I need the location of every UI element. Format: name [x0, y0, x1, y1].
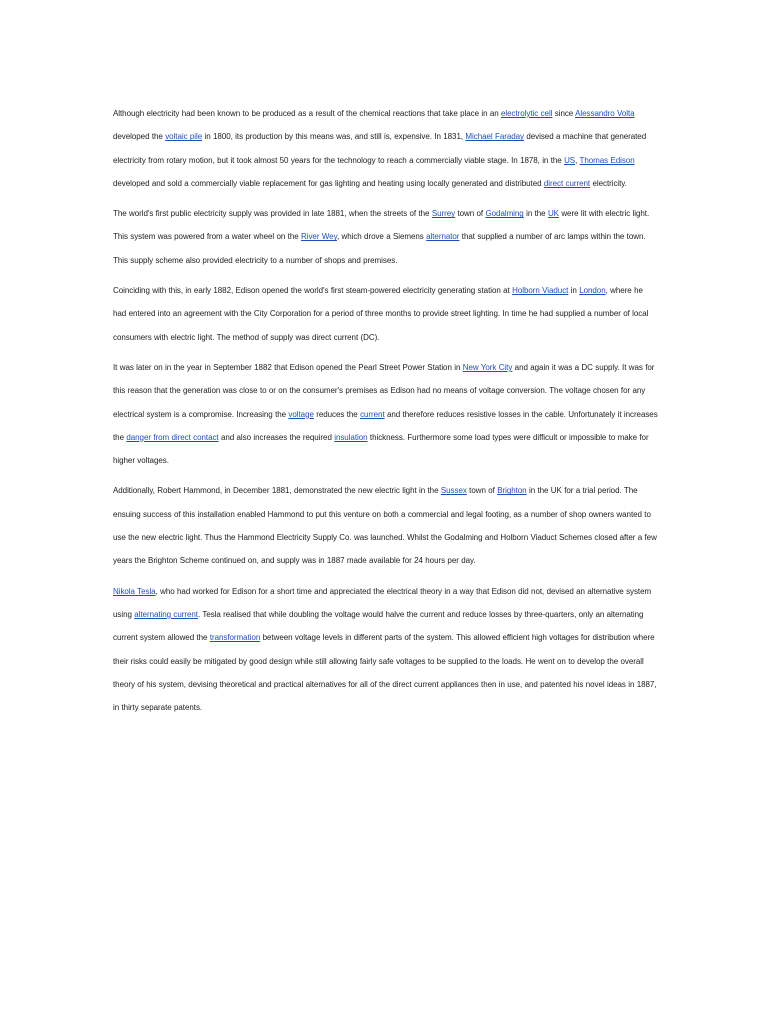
hyperlink[interactable]: UK [547, 209, 559, 219]
text-run: in the [523, 209, 548, 219]
text-run: developed the [113, 132, 166, 142]
hyperlink[interactable]: electrolytic cell [501, 109, 553, 118]
hyperlink[interactable]: River Wey [301, 232, 337, 242]
text-run: , who had worked for Edison for a short time and appreciated the electrical theory in a way that Edison did not, devised an alternative system using [113, 586, 652, 619]
text-run: , [575, 155, 580, 165]
hyperlink[interactable]: Brighton [497, 486, 527, 496]
text-run: in the UK for a trial period. The ensuing success of this installation enabled Hammond to put this venture on both a commercial and legal footing, as a number of shop owners wanted to use the new electric light. Thus the Hammond Electricity Supply Co. was launched. Whilst the Godalming and Holborn Viaduct Schemes closed after a few years the Brighton Scheme continued on, and supply was in 1887 made available for 24 hours per day. [113, 486, 657, 566]
paragraph [113, 356, 658, 472]
hyperlink[interactable]: alternating current [134, 609, 198, 619]
text-run: The world's first public electricity supply was provided in late 1881, when the streets of the [113, 209, 432, 219]
text-run: . Tesla realised that while doubling the voltage would halve the current and reduce losses by three-quarters, only an alternating current system allowed the [113, 609, 644, 643]
text-run: and again it was a DC supply. It was for this reason that the generation was close to or on the consumer's premises as Edison had no means of voltage conversion. The voltage chosen for any electrical system is a compromise. Increasing the [113, 362, 655, 419]
hyperlink[interactable]: insulation [334, 432, 368, 442]
text-run: Coinciding with this, in early 1882, Edison opened the world's first steam-powered electricity generating station at [113, 286, 513, 296]
hyperlink[interactable]: voltaic pile [165, 132, 203, 142]
hyperlink[interactable]: Nikola Tesla [113, 586, 156, 596]
paragraph [113, 479, 658, 572]
text-run: developed and sold a commercially viable replacement for gas lighting and heating using locally generated and distributed [113, 178, 544, 188]
text-run: reduces the [313, 409, 361, 419]
hyperlink[interactable]: Surrey [431, 209, 456, 219]
text-run: and therefore reduces resistive losses in the cable. Unfortunately it increases the [113, 409, 658, 442]
text-run: in [568, 286, 580, 296]
text-run: Additionally, Robert Hammond, in December 1881, demonstrated the new electric light in the [113, 486, 441, 496]
text-run: that supplied a number of arc lamps within the town. This supply scheme also provided electricity to a number of shops and premises. [113, 232, 646, 265]
hyperlink[interactable]: London [579, 286, 606, 296]
paragraph [113, 202, 658, 272]
hyperlink[interactable]: Godalming [485, 209, 524, 219]
document-page [113, 102, 658, 726]
text-run: thickness. Furthermore some load types were difficult or impossible to make for higher voltages. [113, 432, 649, 466]
text-run: electricity. [590, 178, 627, 188]
text-run: and also increases the required [218, 432, 335, 442]
paragraph [113, 580, 658, 720]
hyperlink[interactable]: current [360, 409, 385, 419]
text-run: It was later on in the year in September 1882 that Edison opened the Pearl Street Power Station in [113, 362, 463, 372]
text-run: Although electricity had been known to be produced as a result of the chemical reactions that take place in an [113, 109, 502, 118]
text-run: town of [466, 486, 498, 496]
text-run: since [552, 109, 576, 118]
hyperlink[interactable]: US [564, 155, 576, 165]
hyperlink[interactable]: alternator [426, 232, 460, 242]
hyperlink[interactable]: Sussex [440, 486, 467, 496]
hyperlink[interactable]: Alessandro Volta [575, 109, 635, 118]
text-run: , which drove a Siemens [336, 232, 427, 242]
text-run: in 1800, its production by this means was, and still is, expensive. In 1831, [202, 132, 466, 142]
hyperlink[interactable]: voltage [288, 409, 314, 419]
text-run: , where he had entered into an agreement with the City Corporation for a period of three months to provide street lighting. In time he had supplied a number of local consumers with electric light. The method of supply was direct current (DC). [113, 286, 649, 342]
hyperlink[interactable]: Thomas Edison [579, 155, 635, 165]
text-run: between voltage levels in different parts of the system. This allowed efficient high voltages for distribution where their risks could easily be mitigated by good design while still allowing fairly safe voltages to be supplied to the loads. He went on to develop the overall theory of his system, devising theoretical and practical alternatives for all of the direct current appliances then in use, and patented his novel ideas in 1887, in thirty separate patents. [113, 633, 657, 713]
text-run: were lit with electric light. This system was powered from a water wheel on the [113, 209, 650, 242]
hyperlink[interactable]: Michael Faraday [465, 132, 524, 142]
paragraph [113, 279, 658, 349]
hyperlink[interactable]: transformation [209, 633, 261, 643]
hyperlink[interactable]: New York City [462, 362, 513, 372]
hyperlink[interactable]: direct current [543, 178, 591, 188]
text-run: town of [455, 209, 486, 219]
hyperlink[interactable]: Holborn Viaduct [512, 286, 569, 296]
text-run: devised a machine that generated electricity from rotary motion, but it took almost 50 years for the technology to reach a commercially viable stage. In 1878, in the [113, 132, 647, 165]
paragraph [113, 102, 658, 195]
hyperlink[interactable]: danger from direct contact [126, 432, 219, 442]
